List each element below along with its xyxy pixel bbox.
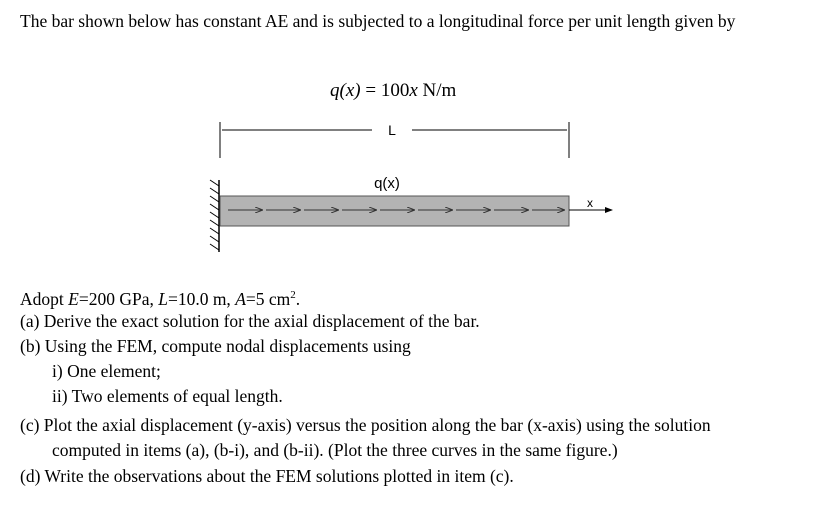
item-c-line1: (c) Plot the axial displacement (y-axis) versus the position along the bar (x-axis) using the solution (20, 415, 711, 435)
formula-unit: N/m (422, 80, 457, 101)
param-E-symbol: E (68, 288, 79, 309)
param-A-value: =5 cm (245, 288, 291, 309)
bar-body (220, 196, 569, 226)
formula-lhs: q(x) (330, 80, 361, 101)
length-label: L (388, 122, 396, 138)
adopt-prefix: Adopt (20, 288, 69, 309)
fixed-support (210, 180, 219, 252)
param-E-value: =200 GPa, (78, 288, 159, 309)
load-label: q(x) (374, 175, 400, 192)
given-parameters (20, 283, 300, 311)
param-L-symbol: L (158, 288, 168, 309)
item-b: (b) Using the FEM, compute nodal displacements using (20, 336, 411, 356)
x-axis-label: x (587, 196, 593, 210)
item-a: (a) Derive the exact solution for the axial displacement of the bar. (20, 311, 480, 331)
param-A-exponent: 2 (290, 289, 296, 301)
item-b-i: i) One element; (52, 361, 161, 381)
formula-equals: = (365, 80, 377, 101)
param-L-value: =10.0 m, (167, 288, 236, 309)
item-d: (d) Write the observations about the FEM solutions plotted in item (c). (20, 466, 514, 486)
item-b-ii: ii) Two elements of equal length. (52, 386, 283, 406)
formula-variable: x (409, 80, 418, 101)
problem-intro: The bar shown below has constant AE and is subjected to a longitudinal force per unit length given by (20, 11, 736, 31)
formula-coefficient: 100 (380, 80, 410, 101)
item-c-line2: computed in items (a), (b-i), and (b-ii). (Plot the three curves in the same figure.) (52, 440, 618, 460)
adopt-suffix: . (295, 288, 301, 309)
param-A-symbol: A (235, 288, 246, 309)
